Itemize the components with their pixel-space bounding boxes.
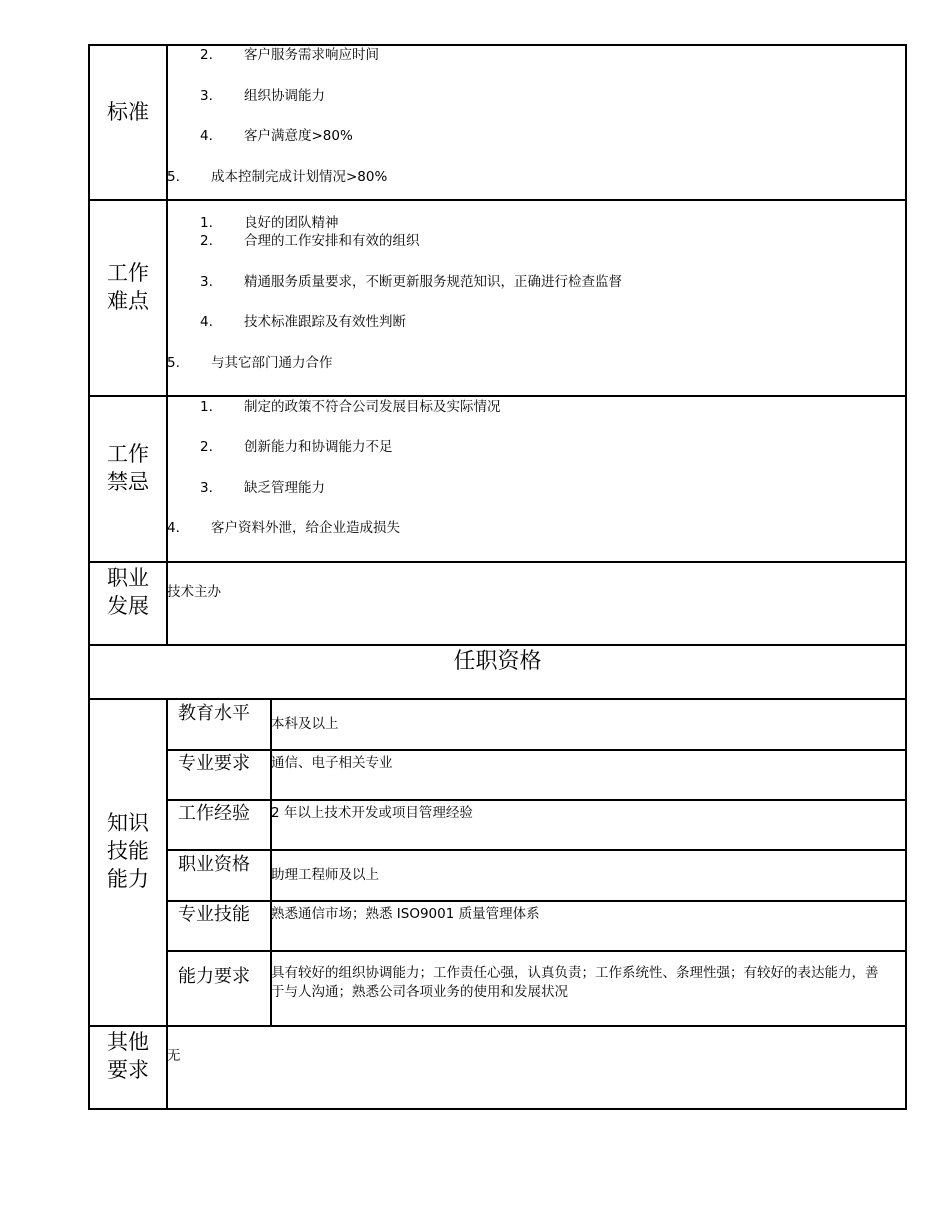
career-value: 技术主办 [167, 584, 221, 600]
label-line: 工作 [107, 442, 149, 466]
row-divider [88, 644, 907, 646]
row-divider [166, 900, 907, 902]
list-number: 1. [200, 399, 213, 415]
taboos-label [90, 440, 166, 496]
list-item: 精通服务质量要求，不断更新服务规范知识，正确进行检查监督 [244, 274, 622, 290]
list-number: 1. [200, 215, 213, 231]
row-divider [166, 849, 907, 851]
certification-label: 职业资格 [178, 854, 250, 875]
major-label: 专业要求 [178, 753, 250, 774]
list-number: 3. [200, 480, 213, 496]
job-description-table [88, 44, 907, 1110]
major-value: 通信、电子相关专业 [271, 755, 393, 771]
list-number: 5. [167, 355, 180, 371]
label-line: 知识 [107, 811, 149, 835]
row-divider [166, 799, 907, 801]
career-label [90, 564, 166, 620]
list-item: 缺乏管理能力 [244, 480, 325, 496]
education-label: 教育水平 [178, 703, 250, 724]
ability-value: 具有较好的组织协调能力；工作责任心强，认真负责；工作系统性、条理性强；有较好的表达能力，善于与人沟通；熟悉公司各项业务的使用和发展状况 [271, 965, 879, 1000]
other-value: 无 [167, 1048, 181, 1064]
list-number: 5. [167, 169, 180, 185]
list-number: 2. [200, 439, 213, 455]
list-item: 客户服务需求响应时间 [244, 47, 379, 63]
certification-value: 助理工程师及以上 [271, 867, 379, 883]
row-divider [88, 698, 907, 700]
list-item: 成本控制完成计划情况>80% [211, 169, 388, 185]
label-line: 工作 [107, 261, 149, 285]
knowledge-label [90, 809, 166, 893]
list-item: 创新能力和协调能力不足 [244, 439, 393, 455]
list-item: 合理的工作安排和有效的组织 [244, 233, 420, 249]
experience-value: 2 年以上技术开发或项目管理经验 [271, 805, 473, 821]
list-number: 4. [167, 520, 180, 536]
row-divider [88, 561, 907, 563]
label-line: 发展 [107, 594, 149, 618]
education-value: 本科及以上 [271, 716, 339, 732]
row-divider [166, 749, 907, 751]
list-number: 3. [200, 88, 213, 104]
column-divider [166, 44, 168, 646]
label-line: 其他 [107, 1030, 149, 1054]
list-number: 4. [200, 314, 213, 330]
list-item: 技术标准跟踪及有效性判断 [244, 314, 406, 330]
list-item: 客户满意度>80% [244, 128, 353, 144]
label-line: 能力 [107, 867, 149, 891]
row-divider [88, 199, 907, 201]
label-line: 禁忌 [107, 470, 149, 494]
skills-value: 熟悉通信市场；熟悉 ISO9001 质量管理体系 [271, 906, 540, 922]
row-divider [88, 1025, 907, 1027]
table-border-bottom [88, 1108, 907, 1110]
list-item: 制定的政策不符合公司发展目标及实际情况 [244, 399, 501, 415]
label-line: 难点 [107, 289, 149, 313]
qualifications-title: 任职资格 [453, 649, 542, 674]
list-number: 3. [200, 274, 213, 290]
ability-label: 能力要求 [178, 966, 250, 987]
difficulties-label [90, 259, 166, 315]
list-number: 2. [200, 47, 213, 63]
standard-label: 标准 [107, 100, 149, 124]
row-divider [166, 950, 907, 952]
label-line: 要求 [107, 1058, 149, 1082]
other-label [90, 1028, 166, 1084]
list-item: 良好的团队精神 [244, 215, 339, 231]
list-number: 4. [200, 128, 213, 144]
list-item: 组织协调能力 [244, 88, 325, 104]
label-line: 职业 [107, 566, 149, 590]
row-divider [88, 395, 907, 397]
label-line: 技能 [107, 839, 149, 863]
skills-label: 专业技能 [178, 904, 250, 925]
list-item: 与其它部门通力合作 [211, 355, 333, 371]
list-number: 2. [200, 233, 213, 249]
experience-label: 工作经验 [178, 803, 250, 824]
list-item: 客户资料外泄，给企业造成损失 [211, 520, 400, 536]
